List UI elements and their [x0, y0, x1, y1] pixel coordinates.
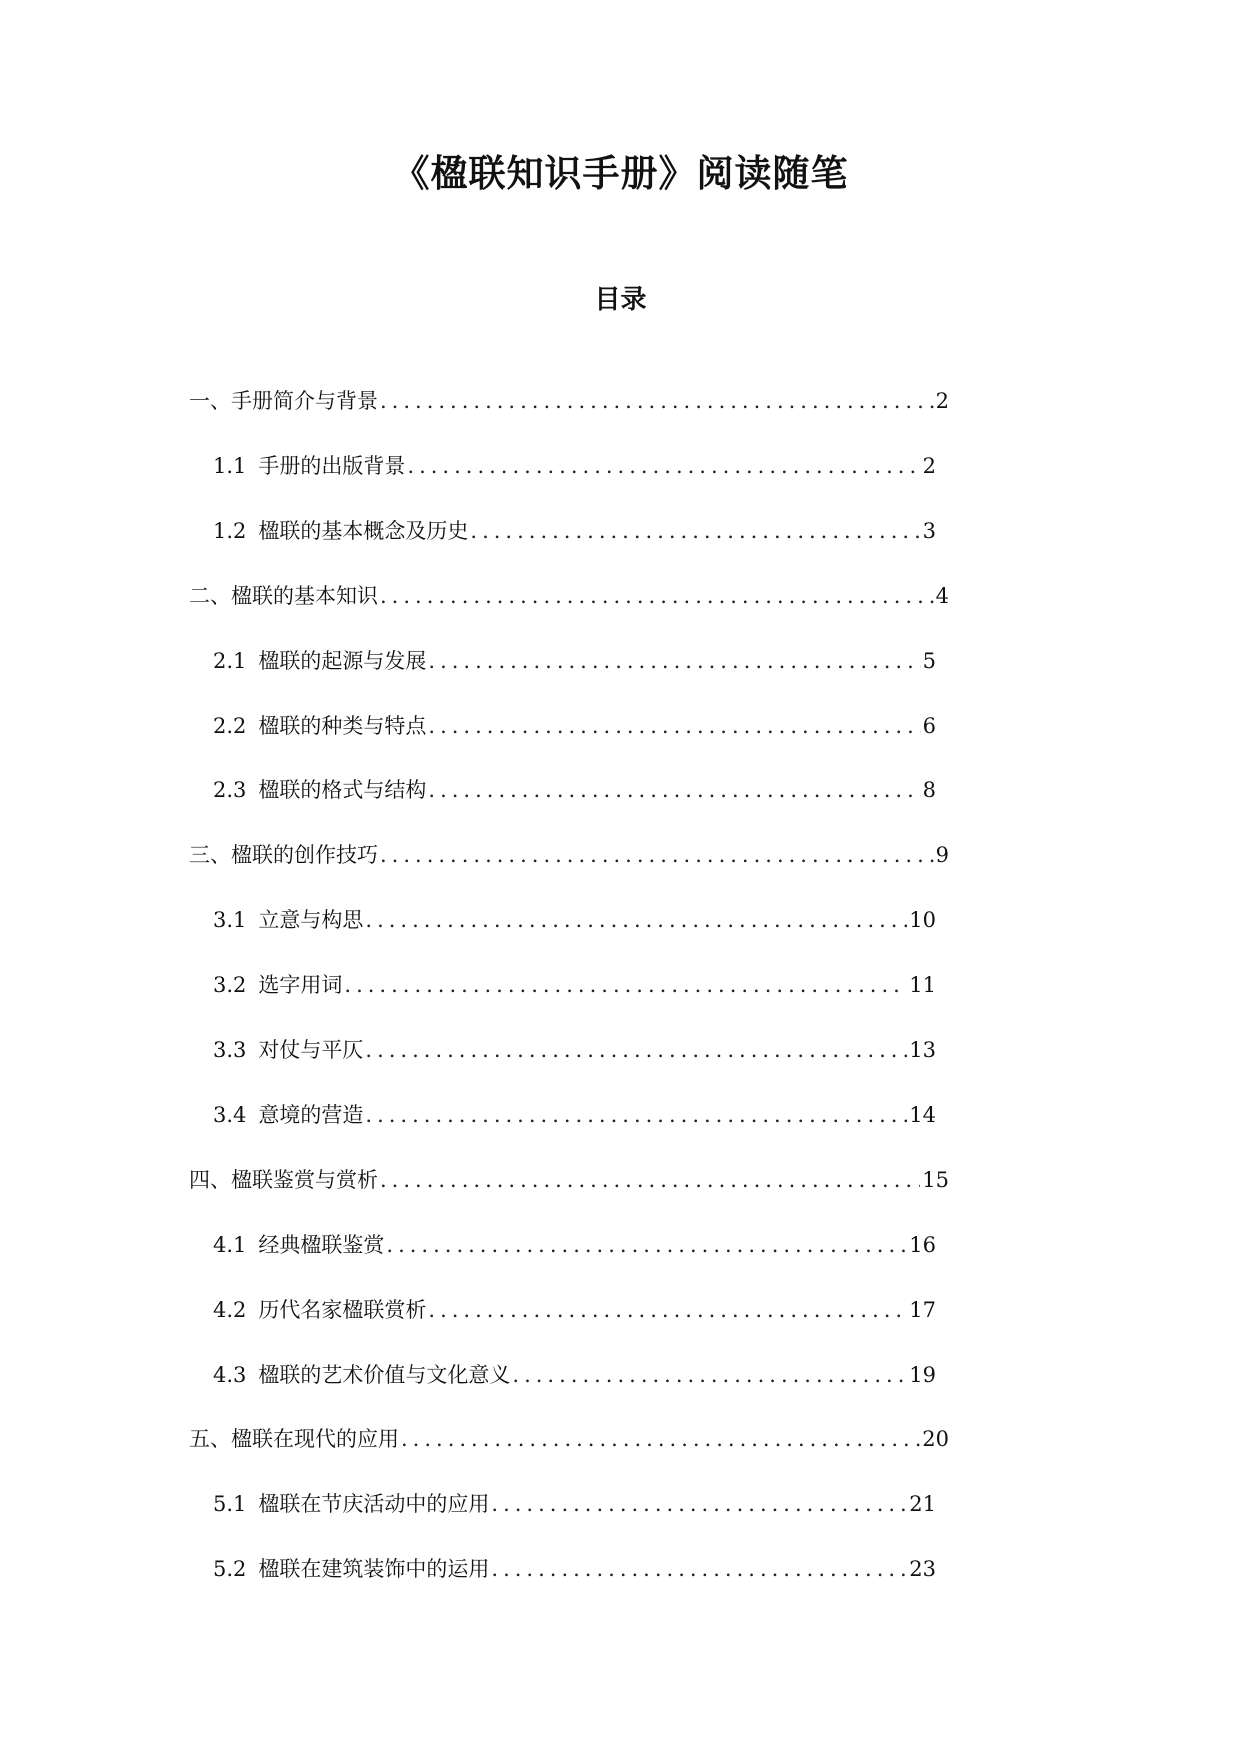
toc-heading: 目录	[594, 285, 647, 315]
toc-entry[interactable]	[213, 1487, 936, 1521]
toc-entry-page: 13	[909, 1038, 936, 1062]
document-title: 《楹联知识手册》阅读随笔	[392, 151, 849, 195]
toc-entry-page: 4	[935, 584, 949, 608]
toc-entry-text: 楹联的起源与发展	[258, 649, 427, 673]
toc-dot-leader	[468, 514, 920, 548]
toc-entry-text: 历代名家楹联赏析	[258, 1298, 427, 1322]
toc-entry-page: 17	[909, 1298, 936, 1322]
toc-entry-page: 11	[909, 973, 936, 997]
toc-entry-number: 1.1	[213, 454, 247, 478]
toc-dot-leader	[399, 1422, 920, 1456]
toc-entry-number: 5.2	[213, 1557, 247, 1581]
toc-dot-leader	[342, 968, 907, 1002]
toc-dot-leader	[426, 644, 920, 678]
toc-dot-leader	[363, 1033, 907, 1067]
toc-entry-text: 一、手册简介与背景	[189, 389, 378, 413]
toc-entry-text: 四、楹联鉴赏与赏析	[189, 1168, 378, 1192]
toc-entry[interactable]	[213, 1358, 936, 1392]
toc-entry-text: 楹联的种类与特点	[258, 714, 427, 738]
toc-entry[interactable]	[189, 1163, 949, 1197]
toc-entry-number: 3.4	[213, 1103, 247, 1127]
toc-entry-page: 20	[922, 1427, 949, 1451]
toc-entry-number: 3.1	[213, 908, 247, 932]
toc-entry-page: 15	[922, 1168, 949, 1192]
toc-entry[interactable]	[189, 1422, 949, 1456]
toc-entry[interactable]	[213, 1552, 936, 1586]
toc-entry-number: 3.2	[213, 973, 247, 997]
toc-entry[interactable]	[213, 514, 936, 548]
toc-dot-leader	[426, 1293, 907, 1327]
toc-entry-text: 五、楹联在现代的应用	[189, 1427, 399, 1451]
toc-entry-page: 6	[922, 714, 936, 738]
toc-entry-text: 对仗与平仄	[258, 1038, 364, 1062]
toc-entry-page: 3	[922, 519, 936, 543]
toc-entry-text: 楹联在建筑装饰中的运用	[258, 1557, 490, 1581]
toc-entry-number: 2.3	[213, 778, 247, 802]
toc-entry-page: 10	[909, 908, 936, 932]
toc-dot-leader	[363, 903, 907, 937]
toc-entry[interactable]	[213, 968, 936, 1002]
toc-entry-page: 9	[935, 843, 949, 867]
toc-entry-number: 4.2	[213, 1298, 247, 1322]
toc-dot-leader	[378, 1163, 920, 1197]
toc-entry[interactable]	[189, 579, 949, 613]
toc-entry-page: 21	[909, 1492, 936, 1516]
toc-dot-leader	[426, 709, 920, 743]
toc-entry-text: 二、楹联的基本知识	[189, 584, 378, 608]
toc-dot-leader	[378, 579, 934, 613]
toc-entry[interactable]	[213, 1293, 936, 1327]
toc-entry-number: 4.1	[213, 1233, 247, 1257]
toc-entry-number: 3.3	[213, 1038, 247, 1062]
toc-dot-leader	[378, 838, 934, 872]
toc-dot-leader	[510, 1358, 907, 1392]
toc-entry[interactable]	[213, 773, 936, 807]
toc-entry-text: 三、楹联的创作技巧	[189, 843, 378, 867]
toc-entry-number: 4.3	[213, 1363, 247, 1387]
toc-entry[interactable]	[189, 838, 949, 872]
toc-entry-text: 楹联的格式与结构	[258, 778, 427, 802]
toc-entry-number: 1.2	[213, 519, 247, 543]
toc-dot-leader	[426, 773, 920, 807]
toc-entry-text: 手册的出版背景	[258, 454, 406, 478]
toc-entry-page: 23	[909, 1557, 936, 1581]
toc-entry[interactable]	[213, 1228, 936, 1262]
toc-entry-page: 8	[922, 778, 936, 802]
toc-entry-page: 19	[909, 1363, 936, 1387]
toc-entry-page: 2	[935, 389, 949, 413]
toc-entry-number: 2.2	[213, 714, 247, 738]
toc-dot-leader	[489, 1487, 907, 1521]
toc-dot-leader	[405, 449, 920, 483]
toc-entry-page: 14	[909, 1103, 936, 1127]
toc-entry-number: 2.1	[213, 649, 247, 673]
toc-entry-text: 选字用词	[258, 973, 343, 997]
toc-entry-text: 楹联的艺术价值与文化意义	[258, 1363, 511, 1387]
toc-entry[interactable]	[213, 1098, 936, 1132]
toc-entry-text: 经典楹联鉴赏	[258, 1233, 385, 1257]
toc-entry-page: 2	[922, 454, 936, 478]
toc-dot-leader	[489, 1552, 907, 1586]
toc-dot-leader	[384, 1228, 907, 1262]
toc-entry[interactable]	[189, 384, 949, 418]
toc-entry-number: 5.1	[213, 1492, 247, 1516]
toc-entry-text: 意境的营造	[258, 1103, 364, 1127]
toc-entry[interactable]	[213, 709, 936, 743]
toc-dot-leader	[363, 1098, 907, 1132]
toc-entry-page: 16	[909, 1233, 936, 1257]
toc-entry[interactable]	[213, 449, 936, 483]
toc-dot-leader	[378, 384, 934, 418]
toc-entry-page: 5	[922, 649, 936, 673]
toc-entry-text: 楹联的基本概念及历史	[258, 519, 469, 543]
toc-entry-text: 立意与构思	[258, 908, 364, 932]
toc-entry[interactable]	[213, 1033, 936, 1067]
toc-entry-text: 楹联在节庆活动中的应用	[258, 1492, 490, 1516]
toc-entry[interactable]	[213, 903, 936, 937]
toc-entry[interactable]	[213, 644, 936, 678]
